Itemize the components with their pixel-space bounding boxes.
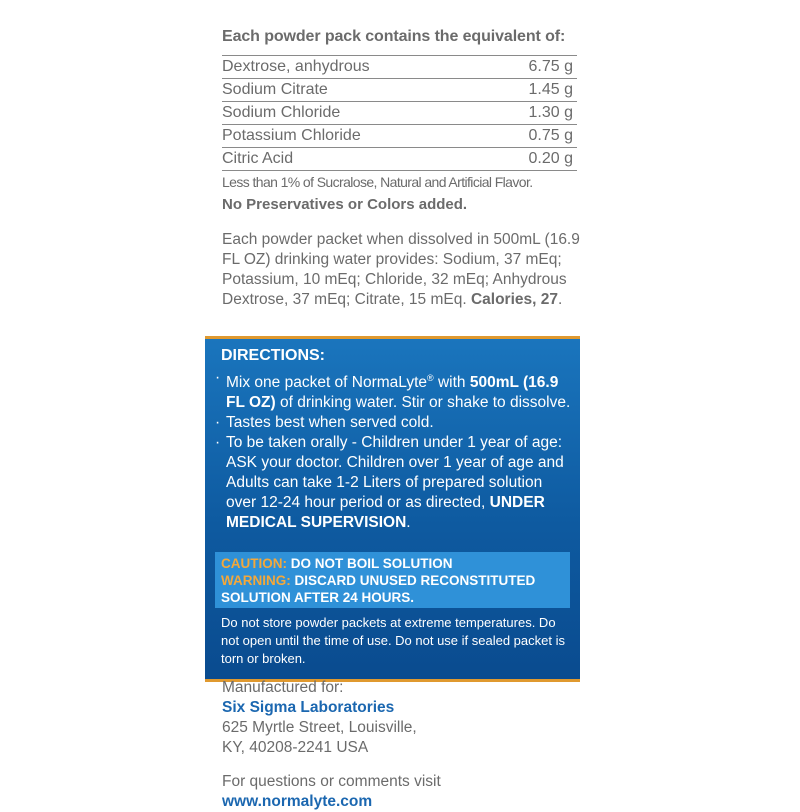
website-link[interactable]: www.normalyte.com	[222, 793, 373, 810]
manufacturer-info	[222, 678, 582, 812]
ingredient-name: Citric Acid	[222, 150, 294, 167]
calories-period: .	[558, 291, 563, 308]
direction-orally-text: To be taken orally - Children under 1 year of age: ASK your doctor. Children over 1 year of age and Adults can take 1-2 Liters of prepared solution over 12-24 hour period or as directed,	[226, 434, 564, 512]
ingredient-row	[222, 79, 577, 102]
no-preservatives-note: No Preservatives or Colors added.	[222, 196, 468, 213]
ingredient-amount: 6.75 g	[528, 58, 573, 75]
direction-mix-a: Mix one packet of NormaLyte	[226, 374, 428, 392]
direction-item-cold	[215, 413, 573, 433]
bullet-icon: ·	[215, 369, 221, 386]
ingredient-amount: 1.30 g	[528, 104, 573, 121]
caution-line	[221, 555, 570, 572]
bullet-icon: ·	[215, 434, 221, 452]
directions-title: DIRECTIONS:	[221, 347, 325, 364]
ingredient-row	[222, 102, 577, 125]
ingredient-row	[222, 148, 577, 171]
ingredient-amount: 0.20 g	[528, 150, 573, 167]
ingredient-row	[222, 125, 577, 148]
manufactured-for-label: Manufactured for:	[222, 679, 344, 696]
direction-item-orally	[215, 433, 573, 533]
medical-supervision-text: UNDER MEDICAL SUPERVISION	[226, 494, 545, 532]
direction-mix-b: with	[433, 374, 470, 392]
questions-text: For questions or comments visit	[222, 773, 441, 790]
direction-item-mix	[215, 368, 573, 413]
ingredient-amount: 0.75 g	[528, 127, 573, 144]
bullet-icon: ·	[215, 414, 221, 432]
ingredient-name: Dextrose, anhydrous	[222, 58, 370, 75]
warning-text: DISCARD UNUSED RECONSTITUTED SOLUTION AFTER 24 HOURS.	[221, 573, 536, 605]
electrolyte-provides-text	[222, 230, 582, 310]
contents-title: Each powder pack contains the equivalent of:	[222, 28, 566, 45]
caution-text: DO NOT BOIL SOLUTION	[287, 556, 453, 571]
footer-spacer	[222, 758, 582, 772]
directions-panel	[205, 336, 580, 682]
registered-mark: ®	[427, 373, 434, 383]
address-line-2: KY, 40208-2241 USA	[222, 739, 369, 756]
company-name: Six Sigma Laboratories	[222, 699, 395, 716]
sweetener-note: Less than 1% of Sucralose, Natural and Artificial Flavor.	[222, 174, 533, 190]
ingredients-table	[222, 55, 577, 171]
ingredient-name: Sodium Chloride	[222, 104, 341, 121]
caution-warning-box	[215, 552, 570, 608]
calories-text: Calories, 27	[470, 291, 558, 308]
ingredient-name: Sodium Citrate	[222, 81, 328, 98]
direction-mix-c: of drinking water. Stir or shake to dissolve.	[275, 394, 571, 412]
ingredient-name: Potassium Chloride	[222, 127, 361, 144]
storage-instructions: Do not store powder packets at extreme temperatures. Do not open until the time of use. Do not use if sealed packet is torn or broken.	[221, 615, 565, 666]
address-line-1: 625 Myrtle Street, Louisville,	[222, 719, 417, 736]
directions-list	[215, 368, 573, 533]
caution-tag: CAUTION:	[221, 556, 287, 571]
warning-tag: WARNING:	[221, 573, 291, 588]
direction-orally-end: .	[406, 514, 411, 532]
direction-mix-volume: 500mL (16.9 FL OZ)	[226, 374, 559, 412]
ingredient-amount: 1.45 g	[528, 81, 573, 98]
provides-body: Each powder packet when dissolved in 500mL (16.9 FL OZ) drinking water provides: Sodium, 37 mEq; Potassium, 10 mEq; Chloride, 32 mEq; Anhydrous Dextrose, 37 mEq; Citrate, 15 mEq.	[222, 231, 580, 308]
warning-line	[221, 572, 570, 606]
ingredient-row	[222, 56, 577, 79]
direction-cold-text: Tastes best when served cold.	[226, 414, 434, 432]
